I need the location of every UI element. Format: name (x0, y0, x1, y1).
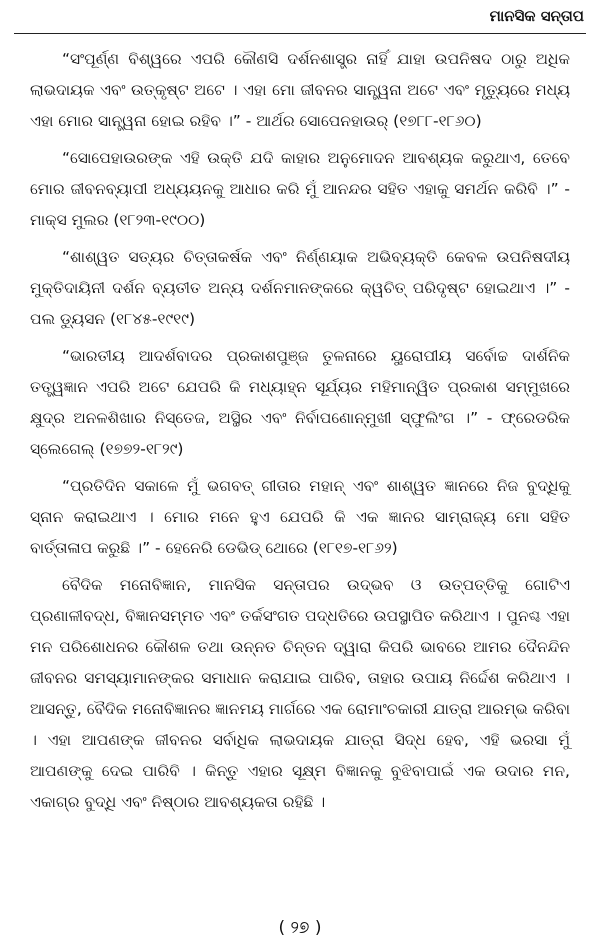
page-body (30, 44, 570, 824)
body-paragraph-vedic-psychology: ବୈଦିକ ମନୋବିଜ୍ଞାନ, ମାନସିକ ସନ୍ତାପର ଉଦ୍ଭବ ଓ ଉତ୍ପତ୍ତିକୁ ଗୋଟିଏ ପ୍ରଣାଳୀବଦ୍ଧ, ବିଜ୍ଞାନସମ୍ମତ ଏବଂ ତର୍କସଂଗତ ପଦ୍ଧତିରେ ଉପସ୍ଥାପିତ କରିଥାଏ । ପୁନଶ୍ଚ ଏହା ମନ ପରିଶୋଧନର କୌଶଳ ତଥା ଉନ୍ନତ ଚିନ୍ତନ ଦ୍ୱାରା କିପରି ଭାବରେ ଆମର ଦୈନନ୍ଦିନ ଜୀବନର ସମସ୍ୟାମାନଙ୍କର ସମାଧାନ କରାଯାଇ ପାରିବ, ତାହାର ଉପାୟ ନିର୍ଦ୍ଦେଶ କରିଥାଏ । ଆସନ୍ତୁ, ବୈଦିକ ମନୋବିଜ୍ଞାନର ଜ୍ଞାନମୟ ମାର୍ଗରେ ଏକ ରୋମାଂଚକାରୀ ଯାତ୍ରା ଆରମ୍ଭ କରିବା । ଏହା ଆପଣଙ୍କ ଜୀବନର ସର୍ବାଧିକ ଲାଭଦାୟକ ଯାତ୍ରା ସିଦ୍ଧ ହେବ, ଏହି ଭରସା ମୁଁ ଆପଣଙ୍କୁ ଦେଇ ପାରିବି । କିନ୍ତୁ ଏହାର ସୂକ୍ଷ୍ମ ବିଜ୍ଞାନକୁ ବୁଝିବାପାଇଁ ଏକ ଉଦାର ମନ, ଏକାଗ୍ର ବୁଦ୍ଧି ଏବଂ ନିଷ୍ଠାର ଆବଶ୍ୟକତା ରହିଛି । (30, 576, 570, 811)
quote-max-muller: “ସୋପେହାଉରଙ୍କ ଏହି ଉକ୍ତି ଯଦି କାହାର ଅନୁମୋଦନ ଆବଶ୍ୟକ କରୁଥାଏ, ତେବେ ମୋର ଜୀବନବ୍ୟାପୀ ଅଧ୍ୟୟନକୁ ଆଧାର କରି ମୁଁ ଆନନ୍ଦର ସହିତ ଏହାକୁ ସମର୍ଥନ କରିବି ।” - ମାକ୍ସ ମୁଲର (୧୮୨୩-୧୯୦୦) (30, 149, 570, 229)
quote-paul-deussen: “ଶାଶ୍ୱତ ସତ୍ୟର ଚିତ୍ତାକର୍ଷକ ଏବଂ ନିର୍ଣ୍ଣୟାକ ଅଭିବ୍ୟକ୍ତି କେବଳ ଉପନିଷଦୀୟ ମୁକ୍ତିଦାୟିନୀ ଦର୍ଶନ ବ୍ୟତୀତ ଅନ୍ୟ ଦର୍ଶନମାନଙ୍କରେ କ୍ୱଚିତ୍‌ ପରିଦୃଷ୍ଟ ହୋଇଥାଏ ।” - ପଲ ଡ୍ୟୁସନ (୧୮୪୫-୧୯୧୯) (30, 248, 570, 328)
running-header-title: ମାନସିକ ସନ୍ତାପ (489, 7, 584, 25)
header-rule (14, 33, 586, 34)
page-number: ( ୨୭ ) (278, 918, 322, 938)
quote-friedrich-schlegel: “ଭାରତୀୟ ଆଦର୍ଶବାଦର ପ୍ରକାଶପୁଞ୍ଜ ତୁଳନାରେ ୟୁରୋପୀୟ ସର୍ବୋଚ୍ଚ ଦାର୍ଶନିକ ତତ୍ତ୍ୱଜ୍ଞାନ ଏପରି ଅଟେ ଯେପରି କି ମଧ୍ୟାହ୍ନ ସୂର୍ଯ୍ୟର ମହିମାନ୍ୱିତ ପ୍ରକାଶ ସମ୍ମୁଖରେ କ୍ଷୁଦ୍ର ଅନଳଶିଖାର ନିସ୍ତେଜ, ଅସ୍ଥିର ଏବଂ ନିର୍ବାପଣୋନ୍ମୁଖୀ ସ୍ଫୁଲିଂଗ ।” - ଫ୍ରେଡରିକ ସ୍ଲେଗେଲ୍‌ (୧୭୭୨-୧୮୨୯) (30, 347, 570, 458)
quote-schopenhauer: “ସଂପୂର୍ଣ୍ଣ ବିଶ୍ୱରେ ଏପରି କୌଣସି ଦର୍ଶନଶାସ୍ତ୍ର ନାହିଁ ଯାହା ଉପନିଷଦ ଠାରୁ ଅଧିକ ଲାଭଦାୟକ ଏବଂ ଉତ୍କୃଷ୍ଟ ଅଟେ । ଏହା ମୋ ଜୀବନର ସାନ୍ତ୍ୱନା ଅଟେ ଏବଂ ମୃତ୍ୟୁରେ ମଧ୍ୟ ଏହା ମୋର ସାନ୍ତ୍ୱନା ହୋଇ ରହିବ ।” - ଆର୍ଥର ସୋପେନହାଉର୍‌ (୧୭୮୮-୧୮୬୦) (30, 50, 570, 130)
quote-henry-david-thoreau: “ପ୍ରତିଦିନ ସକାଳେ ମୁଁ ଭଗବତ୍‌ ଗୀତାର ମହାନ୍‌ ଏବଂ ଶାଶ୍ୱତ ଜ୍ଞାନରେ ନିଜ ବୁଦ୍ଧିକୁ ସ୍ନାନ କରାଇଥାଏ । ମୋର ମନେ ହୁଏ ଯେପରି କି ଏକ ଜ୍ଞାନର ସାମ୍ରାଜ୍ୟ ମୋ ସହିତ ବାର୍ତ୍ତାଳାପ କରୁଛି ।” - ହେନେରି ଡେଭିଡ୍‌ ଥୋରେ (୧୮୧୭-୧୮୬୨) (30, 477, 570, 557)
